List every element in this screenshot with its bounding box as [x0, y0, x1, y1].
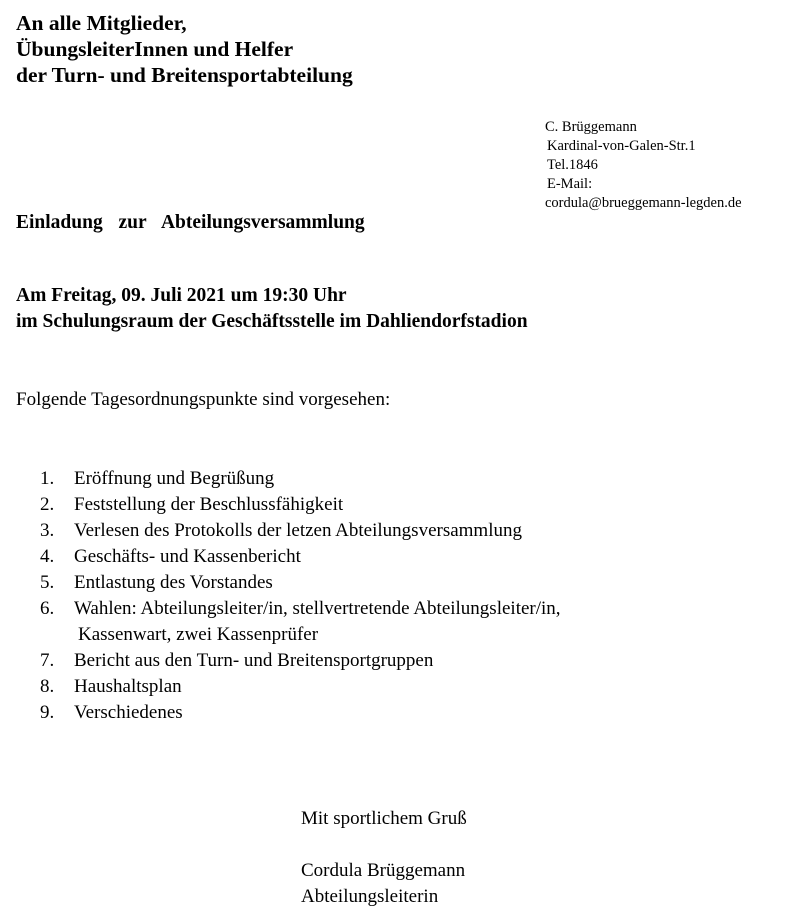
- signature-name: Cordula Brüggemann: [301, 860, 466, 881]
- agenda-item-number: 6.: [40, 598, 55, 619]
- recipients-line: ÜbungsleiterInnen und Helfer: [16, 37, 294, 61]
- agenda-item-number: 8.: [40, 676, 55, 697]
- agenda-item-number: 7.: [40, 650, 55, 671]
- closing-block: [301, 806, 467, 910]
- agenda-item-body: [74, 700, 183, 726]
- agenda-item-text: Entlastung des Vorstandes: [74, 572, 273, 593]
- agenda-item: [40, 700, 561, 726]
- agenda-item: [40, 518, 561, 544]
- agenda-item-text: Wahlen: Abteilungsleiter/in, stellvertretende Abteilungsleiter/in,: [74, 598, 561, 619]
- agenda-item-body: [74, 648, 433, 674]
- meeting-date: Am Freitag, 09. Juli 2021 um 19:30 Uhr: [16, 285, 347, 306]
- agenda-item: [40, 596, 561, 648]
- agenda-item-body: [74, 544, 301, 570]
- agenda-item-text: Feststellung der Beschlussfähigkeit: [74, 494, 344, 515]
- agenda-item-body: [74, 570, 273, 596]
- sender-email: cordula@brueggemann-legden.de: [545, 195, 742, 211]
- closing-spacer: [301, 832, 467, 858]
- recipients-block: [16, 10, 353, 88]
- agenda-item-number: 1.: [40, 468, 55, 489]
- subject-heading: Einladung zur Abteilungsversammlung: [16, 212, 365, 233]
- agenda-item-number: 5.: [40, 572, 55, 593]
- agenda-item-number: 2.: [40, 494, 55, 515]
- agenda-item-text: Verschiedenes: [74, 702, 183, 723]
- agenda-item-number: 3.: [40, 520, 55, 541]
- recipients-line: der Turn- und Breitensportabteilung: [16, 63, 353, 87]
- agenda-item: [40, 544, 561, 570]
- agenda-item-body: [74, 466, 274, 492]
- meeting-datetime-block: [16, 283, 528, 335]
- agenda-item-body: [74, 492, 343, 518]
- sender-address-block: [545, 118, 742, 213]
- closing-greeting: Mit sportlichem Gruß: [301, 808, 467, 829]
- agenda-item-text: Verlesen des Protokolls der letzen Abteilungsversammlung: [74, 520, 522, 541]
- agenda-item: [40, 492, 561, 518]
- meeting-location: im Schulungsraum der Geschäftsstelle im Dahliendorfstadion: [16, 311, 528, 332]
- sender-email-label: E-Mail:: [547, 176, 593, 192]
- sender-name: C. Brüggemann: [545, 119, 637, 135]
- agenda-item: [40, 570, 561, 596]
- sender-phone: Tel.1846: [547, 157, 598, 173]
- agenda-item-text: Geschäfts- und Kassenbericht: [74, 546, 301, 567]
- agenda-item-body: [74, 674, 182, 700]
- agenda-list: [40, 466, 561, 726]
- sender-street: Kardinal-von-Galen-Str.1: [547, 138, 696, 154]
- recipients-line: An alle Mitglieder,: [16, 11, 187, 35]
- agenda-item-body: [74, 518, 522, 544]
- agenda-item-body: [74, 596, 561, 648]
- agenda-item-text: Haushaltsplan: [74, 676, 182, 697]
- agenda-item: [40, 674, 561, 700]
- agenda-item: [40, 466, 561, 492]
- agenda-item-number: 4.: [40, 546, 55, 567]
- agenda-item-number: 9.: [40, 702, 55, 723]
- agenda-item-continuation: Kassenwart, zwei Kassenprüfer: [78, 624, 319, 645]
- signature-role: Abteilungsleiterin: [301, 886, 439, 907]
- agenda-item: [40, 648, 561, 674]
- agenda-intro: Folgende Tagesordnungspunkte sind vorgesehen:: [16, 389, 391, 410]
- agenda-item-text: Bericht aus den Turn- und Breitensportgruppen: [74, 650, 434, 671]
- agenda-item-text: Eröffnung und Begrüßung: [74, 468, 275, 489]
